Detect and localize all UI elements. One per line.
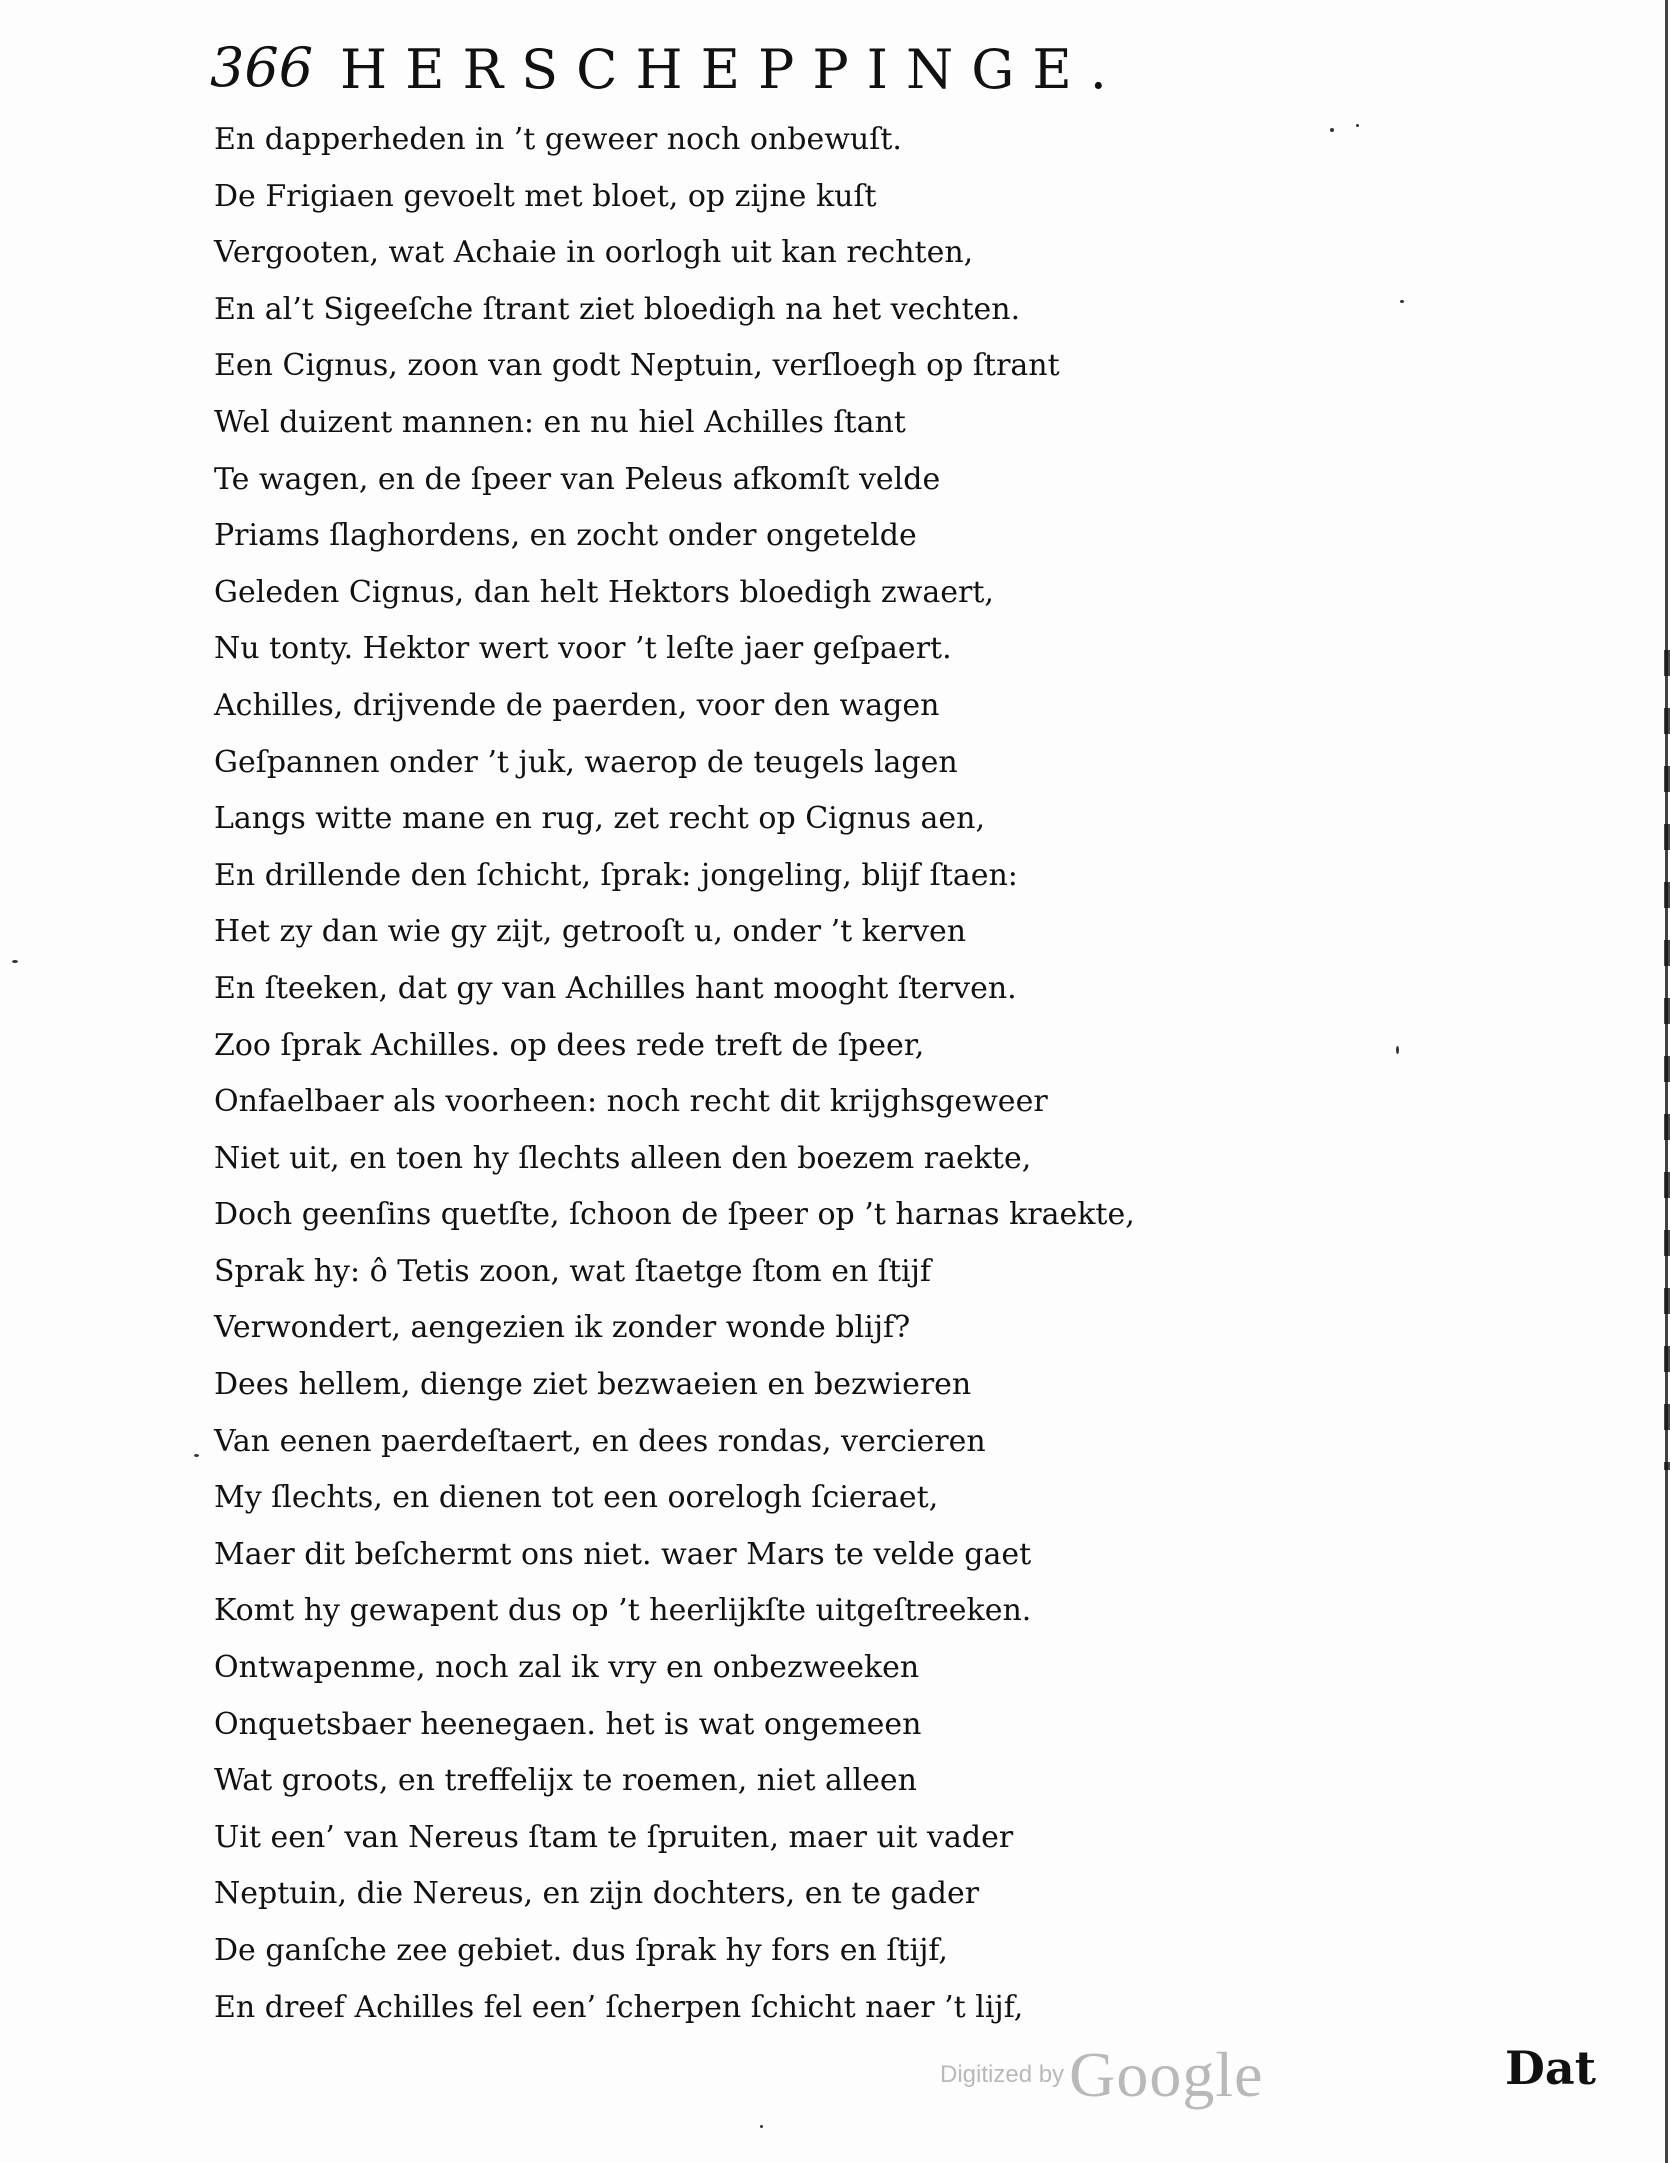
poem-line: Wat groots, en treffelijx te roemen, niet alleen <box>214 1763 917 1799</box>
poem-line: Geleden Cignus, dan helt Hektors bloedigh zwaert, <box>214 574 994 610</box>
poem-line: En al’t Sigeeſche ſtrant ziet bloedigh na het vechten. <box>214 291 1021 327</box>
ink-speck <box>12 960 18 963</box>
poem-line: Nu tonty. Hektor wert voor ’t leſte jaer geſpaert. <box>214 631 952 667</box>
poem-line: Langs witte mane en rug, zet recht op Cignus aen, <box>214 801 986 837</box>
poem-line: Verwondert, aengezien ik zonder wonde blijf? <box>214 1310 911 1346</box>
ink-speck <box>1396 1046 1399 1054</box>
poem-line: En ſteeken, dat gy van Achilles hant mooght ſterven. <box>214 970 1017 1006</box>
page-header <box>210 28 1350 108</box>
ink-speck <box>760 2125 763 2128</box>
poem-line: Onquetsbaer heenegaen. het is wat ongemeen <box>214 1706 922 1742</box>
poem-line: Achilles, drijvende de paerden, voor den wagen <box>214 687 940 723</box>
ink-speck <box>194 1454 199 1457</box>
poem-line: Ontwapenme, noch zal ik vry en onbezweeken <box>214 1650 920 1686</box>
poem-line: Dees hellem, dienge ziet bezwaeien en bezwieren <box>214 1367 972 1403</box>
poem-line: Een Cignus, zoon van godt Neptuin, verſloegh op ſtrant <box>214 348 1060 384</box>
digitization-watermark <box>940 2038 1264 2108</box>
poem-line: Onfaelbaer als voorheen: noch recht dit krijghsgeweer <box>214 1084 1048 1120</box>
poem-line: De ganſche zee gebiet. dus ſprak hy fors en ſtijf, <box>214 1933 948 1968</box>
poem-line: Doch geenſins quetſte, ſchoon de ſpeer op ’t harnas kraekte, <box>214 1197 1135 1233</box>
poem-line: Geſpannen onder ’t juk, waerop de teugels lagen <box>214 744 958 780</box>
ink-speck <box>1330 128 1334 132</box>
poem-line: Van eenen paerdeſtaert, en dees rondas, vercieren <box>214 1423 986 1459</box>
poem-line: De Frigiaen gevoelt met bloet, op zijne kuſt <box>214 178 877 214</box>
poem-line: Vergooten, wat Achaie in oorlogh uit kan rechten, <box>214 235 974 271</box>
poem-line: Te wagen, en de ſpeer van Peleus afkomſt velde <box>214 461 941 497</box>
poem-line: En drillende den ſchicht, ſprak: jongeling, blijf ſtaen: <box>214 857 1018 893</box>
poem-line: My ſlechts, en dienen tot een oorelogh ſcieraet, <box>214 1480 939 1516</box>
poem-line: Niet uit, en toen hy ſlechts alleen den boezem raekte, <box>214 1140 1032 1176</box>
poem-line: Zoo ſprak Achilles. op dees rede treft de ſpeer, <box>214 1027 925 1063</box>
ink-speck <box>1400 300 1404 303</box>
poem-line: Komt hy gewapent dus op ’t heerlijkſte uitgeſtreeken. <box>214 1593 1032 1629</box>
page-number: 366 <box>210 36 314 99</box>
running-title: HERSCHEPPINGE. <box>340 38 1125 101</box>
poem-line: En dreef Achilles fel een’ ſcherpen ſchicht naer ’t lijf, <box>214 1989 1024 2025</box>
poem-line: En dapperheden in ’t geweer noch onbewuſt. <box>214 122 902 157</box>
poem-line: Wel duizent mannen: en nu hiel Achilles ſtant <box>214 404 906 440</box>
ink-speck <box>1356 124 1359 127</box>
poem-text <box>214 112 1474 2036</box>
poem-line: Priams ſlaghordens, en zocht onder ongetelde <box>214 518 917 554</box>
poem-line: Maer dit beſchermt ons niet. waer Mars te velde gaet <box>214 1536 1032 1572</box>
poem-line: Uit een’ van Nereus ſtam te ſpruiten, maer uit vader <box>214 1819 1014 1855</box>
catchword: Dat <box>1505 2041 1596 2095</box>
poem-line: Het zy dan wie gy zijt, getrooſt u, onder ’t kerven <box>214 914 967 950</box>
watermark-logo: Google <box>1069 2039 1264 2110</box>
poem-line: Neptuin, die Nereus, en zijn dochters, en te gader <box>214 1876 980 1912</box>
poem-line: Sprak hy: ô Tetis zoon, wat ſtaetge ſtom en ſtijf <box>214 1253 932 1289</box>
adjacent-page-marks <box>1664 650 1670 1470</box>
watermark-prefix: Digitized by <box>940 2061 1065 2088</box>
